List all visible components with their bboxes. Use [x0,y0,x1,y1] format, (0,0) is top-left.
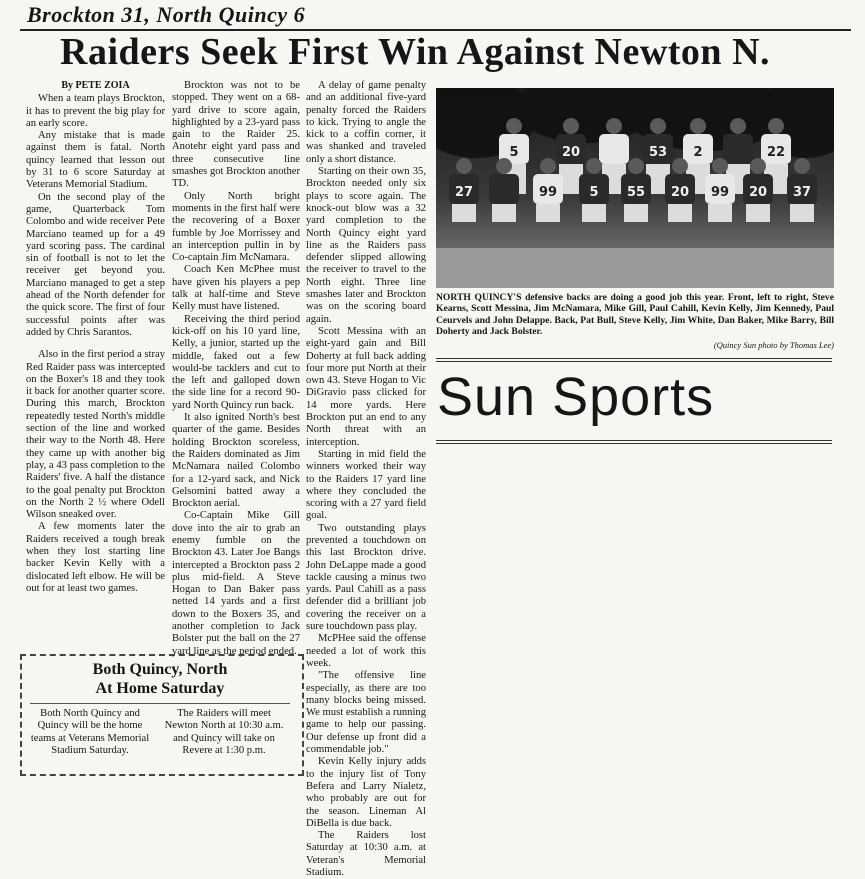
paragraph: The Raiders will meet Newton North at 10:30 a.m. and Quincy will take on Revere at 1:30 p.m. [164,708,284,756]
jersey-number: 99 [710,185,730,200]
article-column-1 [26,80,165,595]
jersey-number: 5 [509,145,519,160]
paragraph: Any mistake that is made against them is fatal. North quincy learned that lesson out by 31 to 6 score Saturday at Veterans Memorial Stadium. [26,130,165,191]
jersey-number: 22 [766,145,786,160]
paragraph: Receiving the third period kick-off on his 10 yard line, Kelly, a junior, started up the middle, faked out a few would-be tacklers and cut to the left and galloped down the side line for a record 90-yard North Quincy run back. [172,313,300,411]
section-rule-bottom [436,440,832,444]
jersey-number: 20 [561,145,581,160]
jersey-number: 20 [748,185,768,200]
article-column-2 [172,80,300,658]
jersey-number: 20 [670,185,690,200]
section-rule-top [436,358,832,362]
box-headline-line-2: At Home Saturday [95,680,225,697]
paragraph: Kevin Kelly injury adds to the injury list of Tony Befera and Larry Nialetz, who probably are out for the season. Lineman Al DiBella is due back. [306,756,426,829]
box-column-left [30,708,150,757]
main-headline: Raiders Seek First Win Against Newton N. [60,31,771,73]
paragraph: Starting in mid field the winners worked their way to the Raiders 17 yard line where they concluded the scoring with a 27 yard field goal. [306,448,426,522]
box-column-right [160,708,288,757]
paragraph: Scott Messina with an eight-yard gain and Bill Doherty at full back adding four more put North at their own 43. Steve Hogan to Vic DiGravio pass clicked for 14 more yards. Here Brockton put an end to any North threat with an interception. [306,325,426,448]
photo-credit: (Quincy Sun photo by Thomas Lee) [713,340,834,350]
box-rule [30,703,290,704]
paragraph: "The offensive line especially, as there are too many blocks being missed. We must establish a running game to help our passing. Our defense up front did a commendable job." [306,670,426,756]
paragraph: Starting on their own 35, Brockton needed only six plays to score again. The knock-out blow was a 32 yard completion to the North Quincy eight yard line as the Raiders pass defender slipped allowing the receiver to travel to the North eight. Three line smashes later and Brockton was on the scoring board again. [306,166,426,325]
paragraph: The Raiders lost Saturday at 10:30 a.m. at Veteran's Memorial Stadium. [306,830,426,878]
team-photo-image [436,88,834,288]
jersey-number: 55 [626,185,646,200]
box-headline [22,660,298,698]
paragraph: On the second play of the game, Quarterback Tom Colombo and wide receiver Pete Marciano teamed up for a 49 yard scoring pass. The cardinal sin of football is not to let the receiver get beyond you. Marciano managed to get a step ahead of the North defender for the quick score. The first of four successful points after was added by Chris Sarantos. [26,191,165,338]
paragraph: Both North Quincy and Quincy will be the home teams at Veterans Memorial Stadium Saturday. [30,708,150,756]
paragraph: Two outstanding plays prevented a touchdown on this last Brockton drive. John DeLappe made a good tackle causing a minus two yards. Paul Cahill as a pass defender did a brilliant job covering the receiver on a sure touchdown pass play. [306,522,426,633]
team-photo [436,88,834,288]
paragraph: A few moments later the Raiders received a tough break when they lost starting line backer Kevin Kelly with a dislocated left elbow. He will be out for at least two games. [26,521,165,594]
paragraph: A delay of game penalty and an additional five-yard penalty forced the Raiders to kick. Trying to angle the kick to a coffin corner, it was shanked and traveled only a short distance. [306,80,426,165]
paragraph: Also in the first period a stray Red Raider pass was intercepted on the Boxer's 18 and they took it back for another quarter score. During this march, Brockton repeatedly tested North's middle section of the line and worked their way to the North 48. Here they came up with another big play, a 43 pass completion to the Raiders' five. A half the distance to the goal penalty put Brockton on the North 2 ½ where Odell Wilson sneaked over. [26,349,165,521]
paragraph: When a team plays Brockton, it has to prevent the big play for an early score. [26,93,165,129]
article-column-3 [306,80,426,879]
kicker-headline: Brockton 31, North Quincy 6 [27,2,306,27]
jersey-number: 5 [589,185,599,200]
paragraph: It also ignited North's best quarter of the game. Besides holding Brockton scoreless, the Raiders dominated as Jim McNamara nailed Colombo for a 12-yard sack, and Nick Gelsomini batted away a Brockton aerial. [172,412,300,510]
jersey-number: 53 [648,145,668,160]
paragraph: Coach Ken McPhee must have given his players a pep talk at half-time and Steve Kelly must have listened. [172,264,300,313]
paragraph: Co-Captain Mike Gill dove into the air to grab an enemy fumble on the Brockton 43. Later Joe Bangs intercepted a Brockton pass 2 plus mid-field. A Steve Hogan to Dan Baker pass netted 14 yards and a first down to the Boxers 35, and another completion to Jack Bolster put the ball on the 27 yard line as the period ended. [172,510,300,657]
jersey-number: 37 [792,185,812,200]
paragraph: Brockton was not to be stopped. They went on a 68-yard drive to score again, highlighted by a 23-yard pass gain to the Raider 25. Anotehr eight yard pass and three consecutive line smashes got Brockton another TD. [172,80,300,190]
sun-sports-title: Sun Sports [437,367,715,427]
photo-caption: NORTH QUINCY'S defensive backs are doing a good job this year. Front, left to right, Steve Kearns, Scott Messina, Jim McNamara, Mike Gill, Paul Cahill, Kevin Kelly, Jim Kennedy, Paul Ceurvels and John Delappe. Back, Pat Bull, Steve Kelly, Jim White, Dan Baker, Mike Barry, Bill Doherty and Jack Bolster. [436,292,834,337]
jersey-number: 27 [454,185,474,200]
byline: By PETE ZOIA [61,80,130,91]
jersey-number: 2 [693,145,703,160]
jersey-number: 99 [538,185,558,200]
paragraph: Only North bright moments in the first half were the recovering of a Boxer fumble by Joe Morrissey and an interception pullin in by Co-captain Jim McNamara. [172,190,300,264]
paragraph: McPHee said the offense needed a lot of work this week. [306,633,426,669]
box-headline-line-1: Both Quincy, North [92,661,228,678]
